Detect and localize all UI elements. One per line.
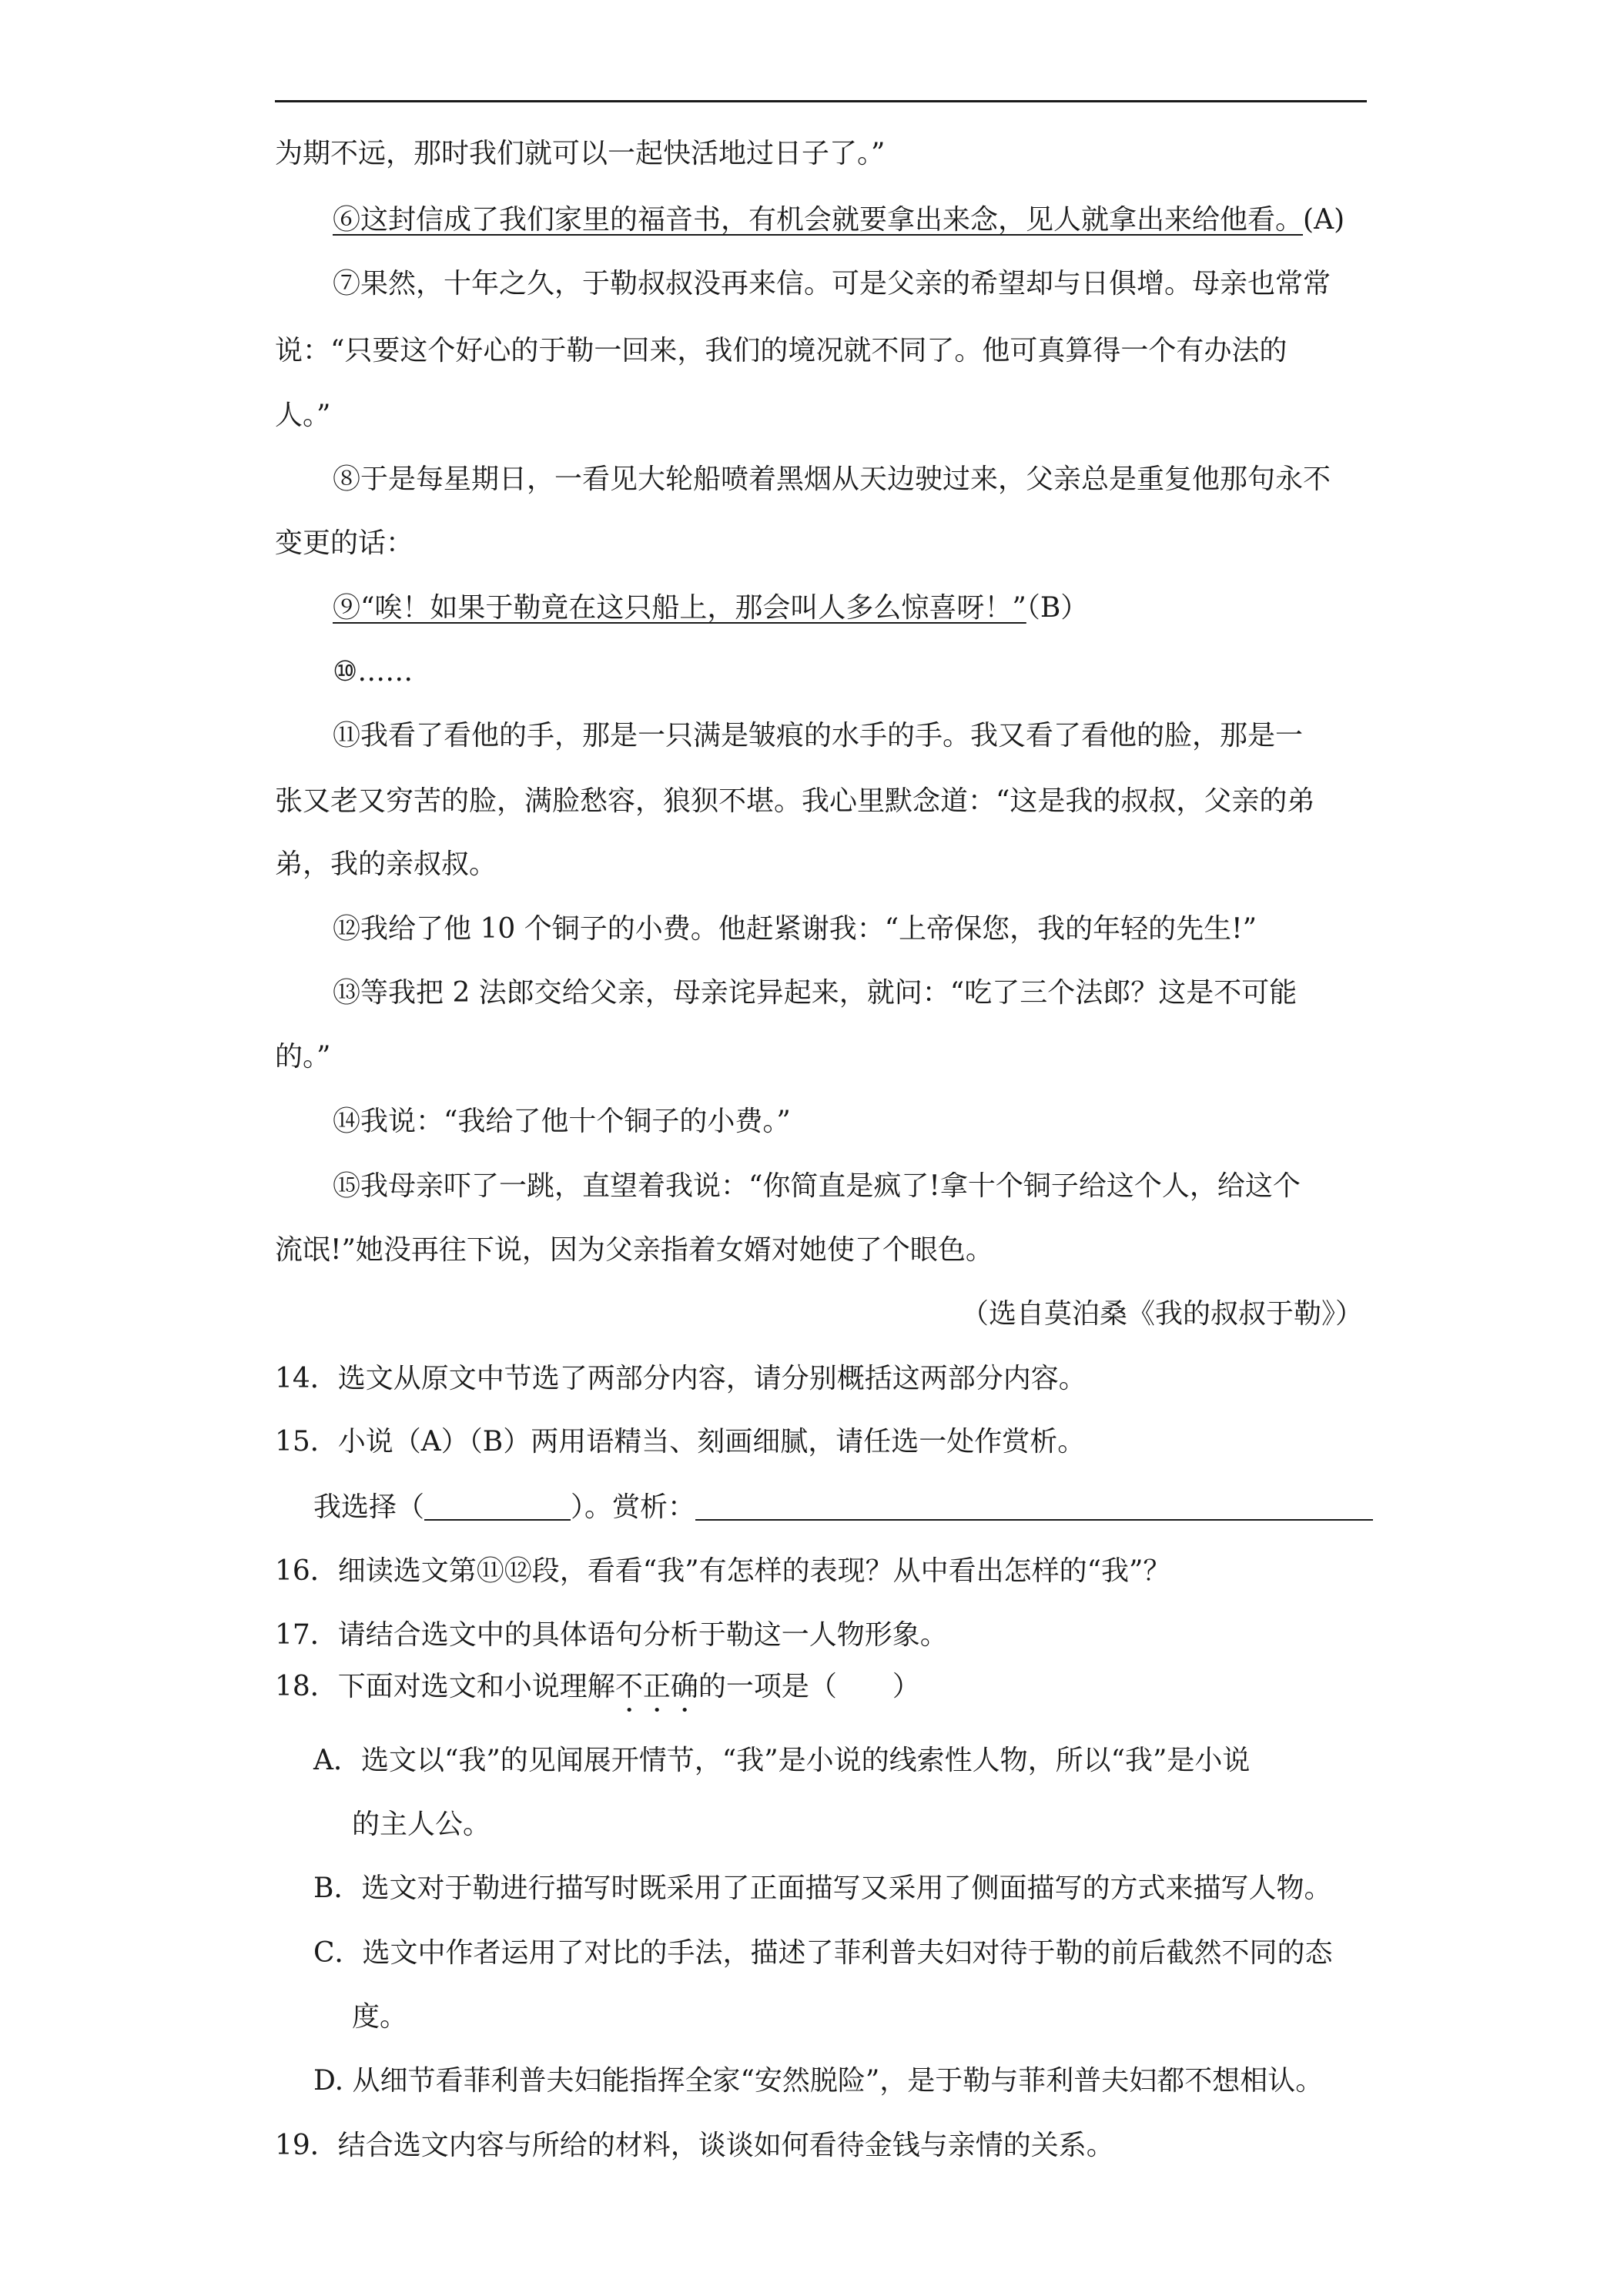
question-16: 16．细读选文第⑪⑫段，看看“我”有怎样的表现？从中看出怎样的“我”？ bbox=[275, 1555, 1171, 1587]
passage-continuation: 为期不远，那时我们就可以一起快活地过日子了。” bbox=[275, 138, 886, 169]
passage-source: （选自莫泊桑《我的叔叔于勒》） bbox=[961, 1298, 1364, 1330]
paragraph-13-line-1: ⑬等我把 2 法郎交给父亲，母亲诧异起来，就问：“吃了三个法郎？这是不可能 bbox=[333, 977, 1298, 1009]
question-14: 14．选文从原文中节选了两部分内容，请分别概括这两部分内容。 bbox=[275, 1363, 1087, 1394]
emphasis-not-correct: 不正确 bbox=[614, 1671, 698, 1702]
option-c-line-2: 度。 bbox=[352, 2001, 408, 2033]
choice-blank[interactable] bbox=[424, 1491, 571, 1521]
tag-b: （B） bbox=[1026, 592, 1089, 624]
paragraph-12: ⑫我给了他 10 个铜子的小费。他赶紧谢我：“上帝保您，我的年轻的先生!” bbox=[333, 913, 1257, 945]
question-17: 17．请结合选文中的具体语句分析于勒这一人物形象。 bbox=[275, 1619, 948, 1651]
paragraph-10: ⑩…… bbox=[333, 656, 414, 688]
paragraph-6-underlined: ⑥这封信成了我们家里的福音书，有机会就要拿出来念，见人就拿出来给他看。 bbox=[333, 204, 1304, 236]
appreciation-blank[interactable] bbox=[695, 1491, 1373, 1521]
option-d: D. 从细节看菲利普夫妇能指挥全家“安然脱险”，是于勒与菲利普夫妇都不想相认。 bbox=[313, 2065, 1324, 2097]
paragraph-13-line-2: 的。” bbox=[275, 1041, 331, 1073]
answer-choice-middle: ）。赏析： bbox=[571, 1491, 696, 1523]
option-a-line-2: 的主人公。 bbox=[352, 1809, 491, 1840]
paragraph-15-line-1: ⑮我母亲吓了一跳，直望着我说：“你简直是疯了!拿十个铜子给这个人，给这个 bbox=[333, 1170, 1301, 1202]
paragraph-7-line-1: ⑦果然，十年之久，于勒叔叔没再来信。可是父亲的希望却与日俱增。母亲也常常 bbox=[333, 268, 1331, 300]
header-rule bbox=[275, 100, 1367, 102]
option-c-line-1: C．选文中作者运用了对比的手法，描述了菲利普夫妇对待于勒的前后截然不同的态 bbox=[313, 1937, 1333, 1969]
question-15-answer-line bbox=[313, 1490, 1373, 1525]
paragraph-9 bbox=[333, 591, 1088, 626]
tag-a: (A) bbox=[1303, 204, 1345, 236]
option-b: B．选文对于勒进行描写时既采用了正面描写又采用了侧面描写的方式来描写人物。 bbox=[313, 1873, 1332, 1904]
paragraph-14: ⑭我说：“我给了他十个铜子的小费。” bbox=[333, 1106, 791, 1137]
paragraph-11-line-2: 张又老又穷苦的脸，满脸愁容，狼狈不堪。我心里默念道：“这是我的叔叔，父亲的弟 bbox=[275, 785, 1315, 817]
paragraph-7-line-3: 人。” bbox=[275, 400, 331, 431]
question-19: 19．结合选文内容与所给的材料，谈谈如何看待金钱与亲情的关系。 bbox=[275, 2130, 1114, 2161]
paragraph-9-underlined: ⑨“唉！如果于勒竟在这只船上，那会叫人多么惊喜呀！” bbox=[333, 592, 1026, 624]
paragraph-8-line-2: 变更的话： bbox=[275, 527, 414, 559]
paragraph-8-line-1: ⑧于是每星期日，一看见大轮船喷着黑烟从天边驶过来，父亲总是重复他那句永不 bbox=[333, 464, 1331, 495]
paragraph-6 bbox=[333, 202, 1344, 238]
paragraph-11-line-1: ⑪我看了看他的手，那是一只满是皱痕的水手的手。我又看了看他的脸，那是一 bbox=[333, 720, 1304, 751]
answer-choice-prefix: 我选择（ bbox=[313, 1491, 425, 1523]
paragraph-11-line-3: 弟，我的亲叔叔。 bbox=[275, 848, 497, 880]
question-15: 15．小说（A）（B）两用语精当、刻画细腻，请任选一处作赏析。 bbox=[275, 1426, 1086, 1458]
paragraph-15-line-2: 流氓!”她没再往下说，因为父亲指着女婿对她使了个眼色。 bbox=[275, 1234, 993, 1266]
paragraph-7-line-2: 说：“只要这个好心的于勒一回来，我们的境况就不同了。他可真算得一个有办法的 bbox=[275, 335, 1287, 366]
question-18: 18．下面对选文和小说理解不正确的一项是（ ） bbox=[275, 1671, 920, 1702]
option-a-line-1: A．选文以“我”的见闻展开情节，“我”是小说的线索性人物，所以“我”是小说 bbox=[313, 1745, 1251, 1776]
